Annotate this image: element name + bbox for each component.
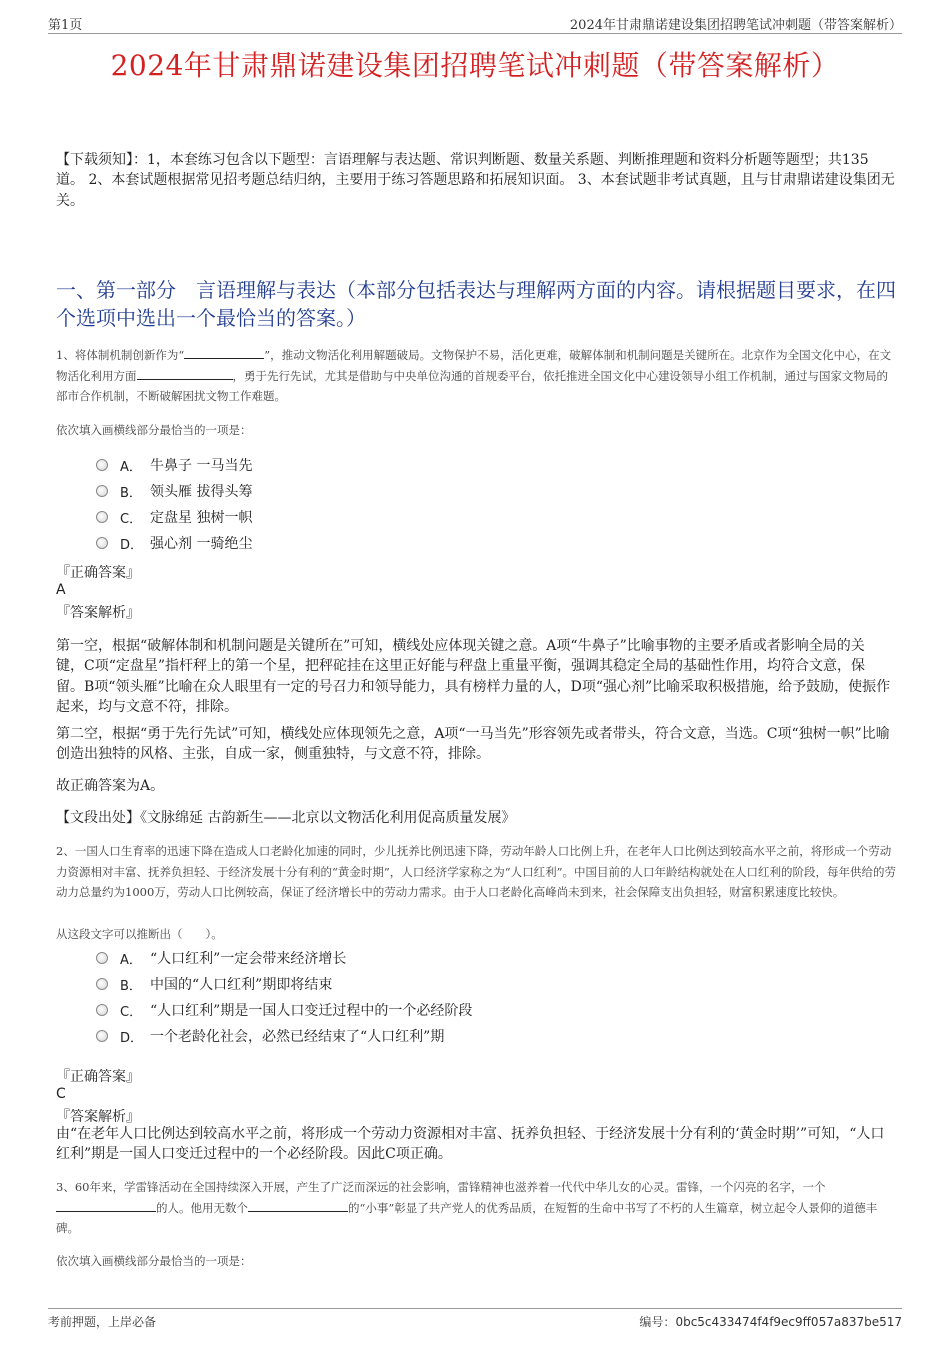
document-code <box>639 1313 902 1330</box>
option-text: 定盘星 独树一帜 <box>150 510 253 526</box>
footer-slogan: 考前押题，上岸必备 <box>48 1315 157 1329</box>
analysis-label: 『答案解析』 <box>56 1109 140 1125</box>
option-text: “人口红利”一定会带来经济增长 <box>150 951 347 967</box>
question-3-text <box>56 1177 896 1239</box>
fill-blank <box>184 346 264 359</box>
option-b[interactable] <box>96 971 472 997</box>
option-a[interactable] <box>96 945 472 971</box>
question-1-text-part: ，勇于先行先试，尤其是借助与中央单位沟通的首规委平台，依托推进全国文化中心建设领导小组工作机制，通过与国家文物局的部市合作机制，不断破解困扰文物工作难题。 <box>56 368 888 404</box>
download-notice: 【下载须知】：1，本套练习包含以下题型：言语理解与表达题、常识判断题、数量关系题、判断推理题和资料分析题等题型；共135道。 2、本套试题根据常见招考题总结归纳，主要用于练习答题思路和拓展知识面。 3、本套试题非考试真题，且与甘肃鼎诺建设集团无关。 <box>56 152 895 209</box>
option-c[interactable] <box>96 997 472 1023</box>
question-1-prompt: 依次填入画横线部分最恰当的一项是： <box>56 423 252 437</box>
document-code-label: 编号： <box>639 1315 676 1329</box>
radio-icon[interactable] <box>96 952 108 964</box>
document-code-value: 0bc5c433474f4f9ec9ff057a837be517 <box>675 1315 902 1329</box>
radio-icon[interactable] <box>96 485 108 497</box>
option-d[interactable] <box>96 1023 472 1049</box>
option-text: 强心剂 一骑绝尘 <box>150 536 253 552</box>
option-text: 领头雁 拔得头筹 <box>150 484 253 500</box>
section-heading: 一、第一部分 言语理解与表达（本部分包括表达与理解两方面的内容。请根据题目要求，在四个选项中选出一个最恰当的答案。） <box>56 278 896 330</box>
option-text: 牛鼻子 一马当先 <box>150 458 253 474</box>
question-2-prompt: 从这段文字可以推断出（ ）。 <box>56 927 223 941</box>
radio-icon[interactable] <box>96 1004 108 1016</box>
option-a[interactable] <box>96 452 252 478</box>
option-text: “人口红利”期是一国人口变迁过程中的一个必经阶段 <box>150 1003 473 1019</box>
option-d[interactable] <box>96 530 252 556</box>
radio-icon[interactable] <box>96 978 108 990</box>
page-number: 第1页 <box>48 18 83 33</box>
question-1-text-part: 1、将体制机制创新作为“ <box>56 348 185 362</box>
question-2-options <box>96 945 472 1049</box>
question-1-analysis-1: 第一空，根据“破解体制和机制问题是关键所在”可知，横线处应体现关键之意。A项“牛鼻子”比喻事物的主要矛盾或者影响全局的关键，C项“定盘星”指杆秤上的第一个星，把秤砣挂在这里正好能与秤盘上重量平衡，强调其稳定全局的基础性作用，均符合文意，保留。B项“领头雁”比喻在众人眼里有一定的号召力和领导能力，具有榜样力量的人，D项“强心剂”比喻采取积极措施，给予鼓励，使振作起来，均与文意不符，排除。 <box>56 638 891 715</box>
question-1-text-part: ”，推动文物活化利用解题破局。文物保护不易，活化更难，破解体制和机制问题是关键所在。北京作为全国文化中心，在文物活化利用方面 <box>56 348 892 383</box>
radio-icon[interactable] <box>96 459 108 471</box>
fill-blank <box>137 367 233 380</box>
option-letter: D． <box>120 537 144 553</box>
radio-icon[interactable] <box>96 1030 108 1042</box>
question-1-answer: A <box>56 582 66 598</box>
correct-answer-label: 『正确答案』 <box>56 1069 140 1085</box>
page-title: 2024年甘肃鼎诺建设集团招聘笔试冲刺题（带答案解析） <box>110 49 840 82</box>
header-divider <box>48 33 902 34</box>
option-text: 一个老龄化社会，必然已经结束了“人口红利”期 <box>150 1029 445 1045</box>
analysis-label: 『答案解析』 <box>56 605 140 621</box>
question-1-text <box>56 345 896 407</box>
fill-blank <box>248 1199 348 1212</box>
option-letter: C． <box>120 1004 143 1020</box>
question-2-analysis: 由“在老年人口比例达到较高水平之前，将形成一个劳动力资源相对丰富、抚养负担轻、于经济发展十分有利的‘黄金时期’”可知，“人口红利”期是一国人口变迁过程中的一个必经阶段。因此C项正确。 <box>56 1126 885 1163</box>
question-3-text-part: 3、60年来，学雷锋活动在全国持续深入开展，产生了广泛而深远的社会影响，雷锋精神也滋养着一代代中华儿女的心灵。雷锋，一个闪亮的名字，一个 <box>56 1180 826 1194</box>
question-3-prompt: 依次填入画横线部分最恰当的一项是： <box>56 1254 252 1268</box>
fill-blank <box>56 1199 156 1212</box>
correct-answer-label: 『正确答案』 <box>56 565 140 581</box>
option-b[interactable] <box>96 478 252 504</box>
option-letter: A． <box>120 459 142 475</box>
option-letter: B． <box>120 978 142 994</box>
radio-icon[interactable] <box>96 511 108 523</box>
question-1-conclusion: 故正确答案为A。 <box>56 778 165 794</box>
header-doc-title: 2024年甘肃鼎诺建设集团招聘笔试冲刺题（带答案解析） <box>569 18 902 33</box>
question-3-text-part: 的“小事”彰显了共产党人的优秀品质，在短暂的生命中书写了不朽的人生篇章，树立起令人景仰的道德丰碑。 <box>56 1200 878 1236</box>
footer-divider <box>48 1308 902 1309</box>
radio-icon[interactable] <box>96 537 108 549</box>
question-3-text-part: 的人。他用无数个 <box>156 1200 248 1215</box>
option-letter: C． <box>120 511 143 527</box>
option-letter: B． <box>120 485 142 501</box>
question-2-answer: C <box>56 1086 66 1102</box>
question-1-analysis-2: 第二空，根据“勇于先行先试”可知，横线处应体现领先之意，A项“一马当先”形容领先或者带头，符合文意，当选。C项“独树一帜”比喻创造出独特的风格、主张，自成一家，侧重独特，与文意不符，排除。 <box>56 726 890 763</box>
option-letter: D． <box>120 1030 144 1046</box>
option-c[interactable] <box>96 504 252 530</box>
question-1-source: 【文段出处】《文脉绵延 古韵新生——北京以文物活化利用促高质量发展》 <box>56 810 516 826</box>
option-text: 中国的“人口红利”期即将结束 <box>150 977 333 993</box>
option-letter: A． <box>120 952 142 968</box>
question-2-text: 2、一国人口生育率的迅速下降在造成人口老龄化加速的同时，少儿抚养比例迅速下降，劳动年龄人口比例上升，在老年人口比例达到较高水平之前，将形成一个劳动力资源相对丰富、抚养负担轻、于经济发展十分有利的“黄金时期”，人口经济学家称之为“人口红利”。中国目前的人口年龄结构就处在人口红利的阶段，每年供给的劳动力总量约为1000万，劳动人口比例较高，保证了经济增长中的劳动力需求。由于人口老龄化高峰尚未到来，社会保障支出负担轻，财富积累速度比较快。 <box>56 844 897 900</box>
question-1-options <box>96 452 252 556</box>
